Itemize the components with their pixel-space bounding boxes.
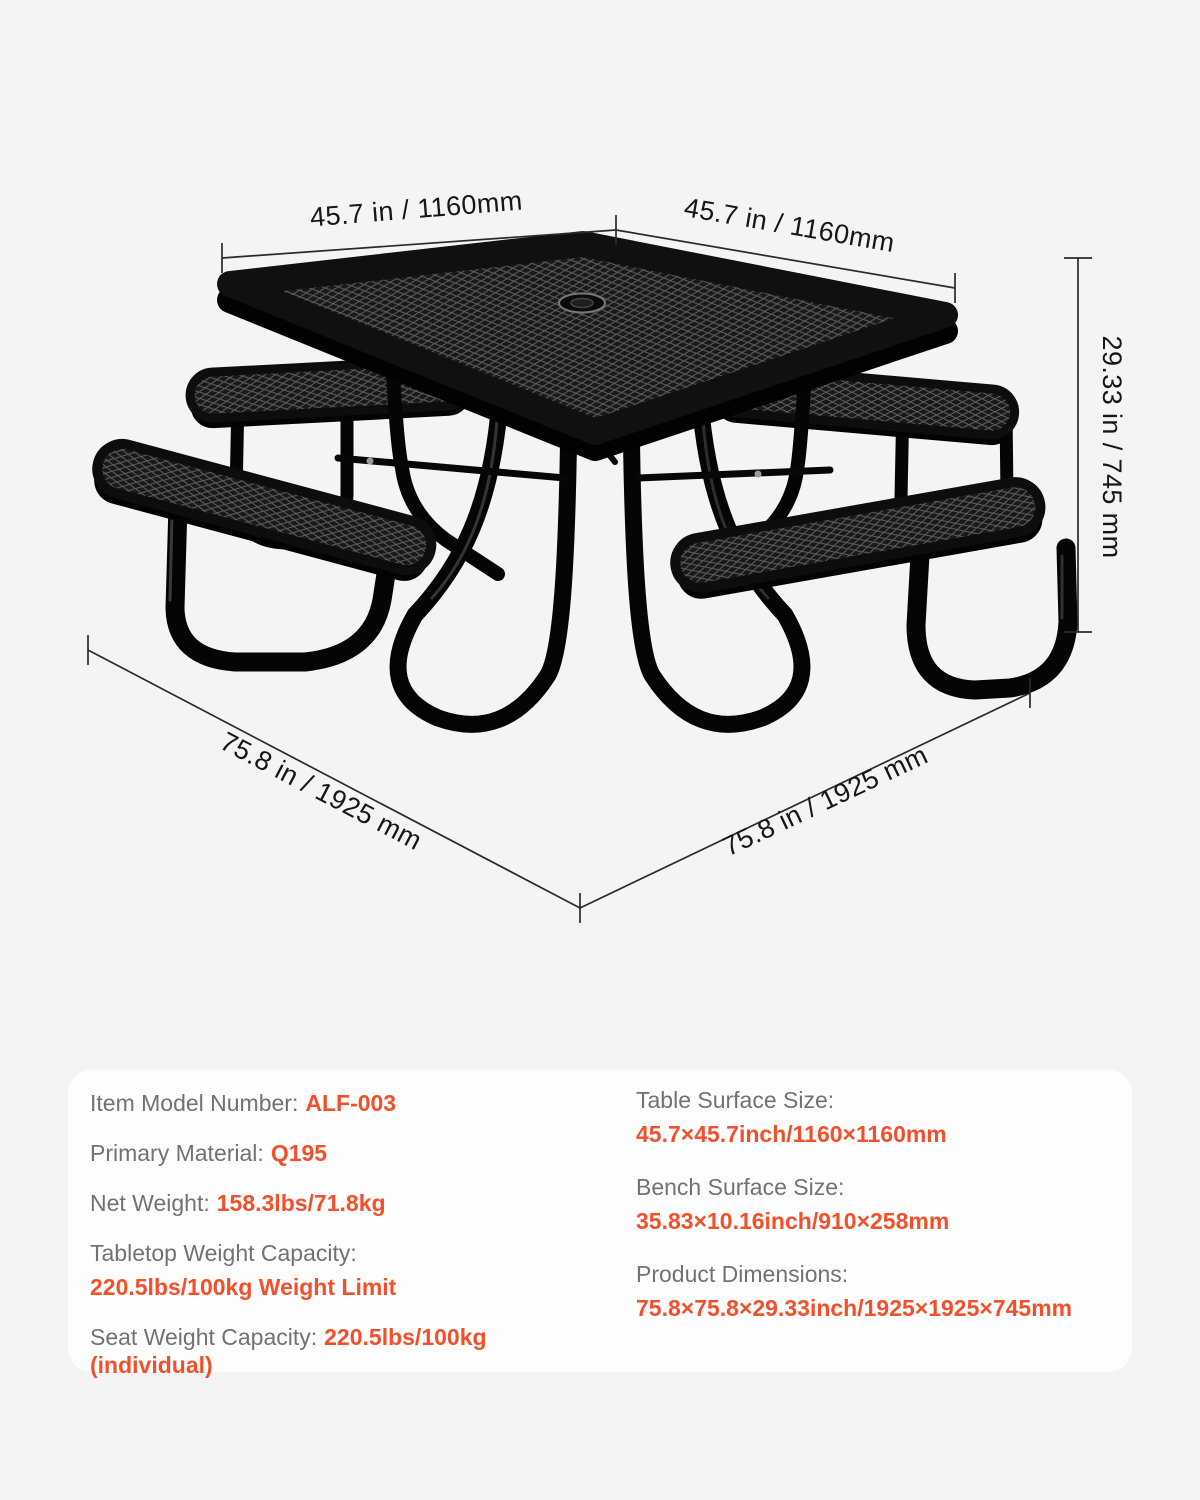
dim-line-footprint-left xyxy=(88,650,580,908)
spec-row-primary-material xyxy=(90,1139,610,1167)
spec-row-seat-capacity xyxy=(90,1323,610,1379)
umbrella-hole-inner xyxy=(571,299,593,308)
spec-label: Tabletop Weight Capacity: xyxy=(90,1240,357,1266)
spec-value: Q195 xyxy=(270,1140,328,1166)
front-right-bench xyxy=(671,478,1046,602)
spec-value: 35.83×10.16inch/910×258mm xyxy=(636,1208,950,1234)
brace-bolt xyxy=(367,458,374,465)
spec-value: 220.5lbs/100kg (individual) xyxy=(90,1324,487,1378)
spec-label: Seat Weight Capacity: xyxy=(90,1324,318,1350)
spec-label: Item Model Number: xyxy=(90,1090,299,1116)
spec-label: Primary Material: xyxy=(90,1140,264,1166)
spec-row-product-dimensions xyxy=(636,1260,1126,1322)
spec-row-model-number xyxy=(90,1089,610,1117)
dim-label-height: 29.33 in / 745 mm xyxy=(1097,335,1127,559)
spec-row-table-surface-size xyxy=(636,1086,1126,1148)
spec-value: 158.3lbs/71.8kg xyxy=(216,1190,386,1216)
spec-panel-left-column xyxy=(90,1089,610,1401)
spec-value: ALF-003 xyxy=(305,1090,397,1116)
dim-label-footprint-left: 75.8 in / 1925 mm xyxy=(215,726,427,856)
spec-row-bench-surface-size xyxy=(636,1173,1126,1235)
picnic-table-illustration xyxy=(89,244,1068,724)
leg-highlight xyxy=(170,515,172,600)
spec-panel-right-column xyxy=(636,1086,1126,1347)
brace-bolt xyxy=(755,471,762,478)
dim-label-footprint-right: 75.8 in / 1925 mm xyxy=(717,739,933,863)
spec-label: Product Dimensions: xyxy=(636,1261,849,1287)
spec-value: 220.5lbs/100kg Weight Limit xyxy=(90,1274,397,1300)
spec-row-tabletop-capacity xyxy=(90,1239,610,1301)
spec-label: Bench Surface Size: xyxy=(636,1174,845,1200)
spec-label: Net Weight: xyxy=(90,1190,210,1216)
spec-value: 45.7×45.7inch/1160×1160mm xyxy=(636,1121,947,1147)
dim-label-table-width-left: 45.7 in / 1160mm xyxy=(308,185,524,233)
front-right-bench-leg xyxy=(916,548,1068,690)
spec-row-net-weight xyxy=(90,1189,610,1217)
spec-panel xyxy=(68,1070,1132,1378)
spec-value: 75.8×75.8×29.33inch/1925×1925×745mm xyxy=(636,1295,1073,1321)
dim-label-table-width-right: 45.7 in / 1160mm xyxy=(682,192,898,259)
spec-label: Table Surface Size: xyxy=(636,1087,835,1113)
